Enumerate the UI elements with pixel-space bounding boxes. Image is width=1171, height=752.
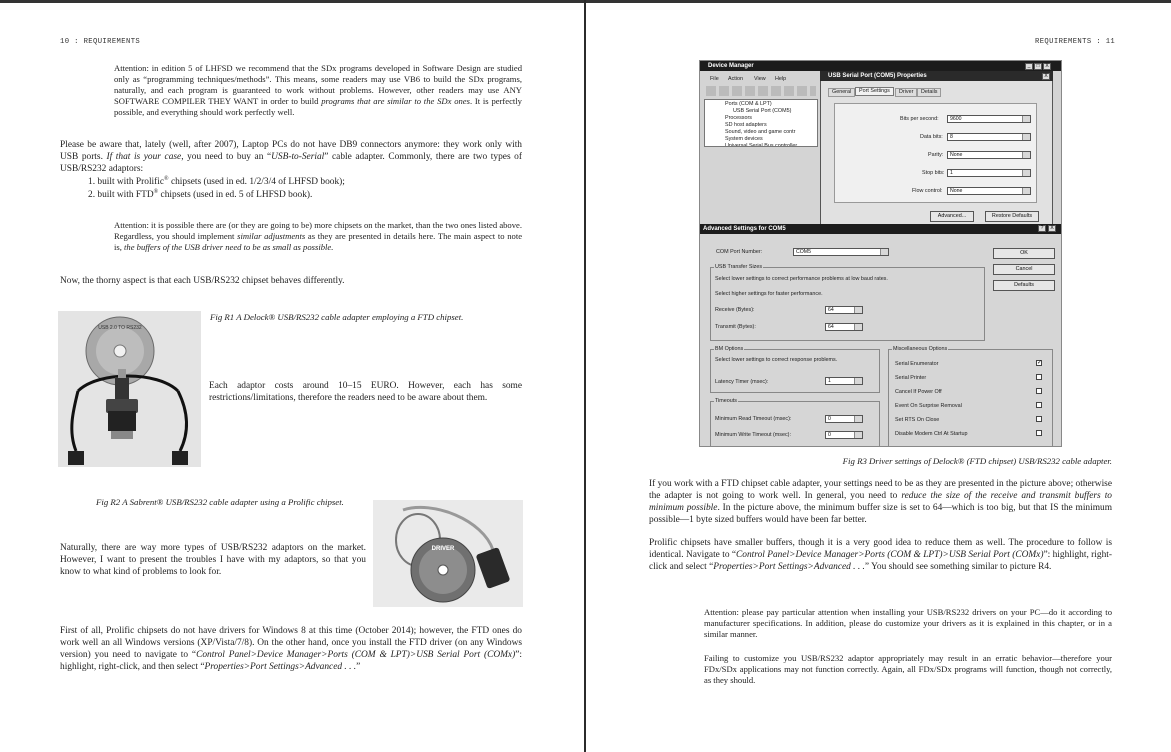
disc-label-r2: DRIVER xyxy=(431,546,455,552)
defaults-button[interactable]: Defaults xyxy=(993,280,1055,291)
properties-close-icon[interactable]: X xyxy=(1042,73,1050,80)
tree-item-processors[interactable]: Processors xyxy=(725,115,752,121)
timeouts-title: Timeouts xyxy=(715,398,737,404)
ok-button[interactable]: OK xyxy=(993,248,1055,259)
tree-item-usb-serial[interactable]: USB Serial Port (COM5) xyxy=(733,108,792,114)
misc-cancel-power-off-checkbox[interactable] xyxy=(1036,388,1042,394)
receive-label: Receive (Bytes): xyxy=(715,307,755,313)
list-item: 1. built with Prolific® chipsets (used in ed. 1/2/3/4 of LHFSD book); xyxy=(88,175,345,187)
usb-transfer-hint-low: Select lower settings to correct performance problems at low baud rates. xyxy=(715,276,888,282)
tree-item-usb-controllers[interactable]: Universal Serial Bus controller xyxy=(725,143,798,147)
minimize-icon[interactable]: _ xyxy=(1025,63,1033,70)
misc-set-rts-checkbox[interactable] xyxy=(1036,416,1042,422)
advanced-button[interactable]: Advanced... xyxy=(930,211,974,222)
write-timeout-label: Minimum Write Timeout (msec): xyxy=(715,432,791,438)
bits-per-second-label: Bits per second: xyxy=(900,116,939,122)
misc-event-surprise-label: Event On Surprise Removal xyxy=(895,403,962,409)
flow-control-select[interactable]: None xyxy=(947,187,1031,195)
help-icon[interactable]: ? xyxy=(1038,225,1046,232)
com-port-label: COM Port Number: xyxy=(716,249,763,255)
tab-details[interactable]: Details xyxy=(917,88,941,97)
transmit-label: Transmit (Bytes): xyxy=(715,324,756,330)
misc-serial-printer-checkbox[interactable] xyxy=(1036,374,1042,380)
paragraph-laptop-usb: Please be aware that, lately (well, after 2007), Laptop PCs do not have DB9 connectors anymore: they work only with USB ports. If that is your case, you need to buy an “USB-to-Serial” cable adapter. Commonly, there are two types of USB/RS232 adaptors: 1. built with Prolific® chipsets (used in ed. 1/2/3/4 of LHFSD book); 2. built with FTD® chipsets (used in ed. 5 of LHFSD book). xyxy=(60,140,522,200)
tab-general[interactable]: General xyxy=(828,88,855,97)
menu-action[interactable]: Action xyxy=(728,76,743,82)
misc-cancel-power-off-label: Cancel If Power Off xyxy=(895,389,942,395)
figure-r1-photo xyxy=(58,311,201,467)
usb-transfer-title: USB Transfer Sizes xyxy=(715,264,763,270)
misc-set-rts-label: Set RTS On Close xyxy=(895,417,940,423)
properties-titlebar: USB Serial Port (COM5) Properties xyxy=(820,71,1053,81)
misc-serial-enumerator-checkbox[interactable]: ✓ xyxy=(1037,360,1043,366)
figure-r3-caption: Fig R3 Driver settings of Delock® (FTD chipset) USB/RS232 cable adapter. xyxy=(842,456,1112,466)
chipset-list xyxy=(88,176,522,202)
menu-view[interactable]: View xyxy=(754,76,766,82)
restore-defaults-button[interactable]: Restore Defaults xyxy=(985,211,1039,222)
latency-label: Latency Timer (msec): xyxy=(715,379,769,385)
misc-options-title: Miscellaneous Options xyxy=(893,346,948,352)
paragraph-variety: Naturally, there are way more types of USB/RS232 adaptors on the market. However, I want to present the troubles I have with my adaptors, so that you know to what kind of problems to look for. xyxy=(60,543,366,577)
parity-select[interactable]: None xyxy=(947,151,1031,159)
com-port-select[interactable]: COM5 xyxy=(793,248,889,256)
attention-note-install: Attention: please pay particular attention when installing your USB/RS232 drivers on your PC—do it according to manufacturer specifications. In addition, please do customize your drivers as it is explained in this chapter, or in a similar manner. xyxy=(704,607,1112,639)
running-head-right: REQUIREMENTS : 11 xyxy=(1035,38,1116,46)
transmit-select[interactable]: 64 xyxy=(825,323,863,331)
bm-options-hint: Select lower settings to correct response problems. xyxy=(715,357,838,363)
data-bits-label: Data bits: xyxy=(920,134,943,140)
device-tree xyxy=(704,99,818,147)
advanced-titlebar: Advanced Settings for COM5 xyxy=(700,224,1062,234)
parity-label: Parity: xyxy=(928,152,944,158)
driver-settings-screenshot xyxy=(699,60,1062,447)
tree-item-sound[interactable]: Sound, video and game contr xyxy=(725,129,796,135)
tab-port-settings[interactable]: Port Settings xyxy=(855,87,894,96)
tab-driver[interactable]: Driver xyxy=(895,88,917,97)
paragraph-prolific-drivers: First of all, Prolific chipsets do not have drivers for Windows 8 at this time (October 2014); however, the FTD ones do work well an all Windows versions (XP/Vista/7/8). On the other hand, once you install the FTD driver (on any Windows version) you need to navigate to “Control Panel>Device Manager>Ports (COM & LPT)>USB Serial Port (COMx)”: highlight, right-click, and then select “Properties>Port Settings>Advanced . . .” xyxy=(60,626,522,672)
running-head-left: 10 : REQUIREMENTS xyxy=(60,38,141,46)
tree-item-system[interactable]: System devices xyxy=(725,136,763,142)
cancel-button[interactable]: Cancel xyxy=(993,264,1055,275)
list-item: 2. built with FTD® chipsets (used in ed. 5 of LHFSD book). xyxy=(88,188,313,200)
tree-item-ports[interactable]: Ports (COM & LPT) xyxy=(725,101,772,107)
timeouts-group xyxy=(710,401,880,447)
write-timeout-select[interactable]: 0 xyxy=(825,431,863,439)
usb-transfer-hint-high: Select higher settings for faster performance. xyxy=(715,291,823,297)
close-icon[interactable]: X xyxy=(1043,63,1051,70)
misc-event-surprise-checkbox[interactable] xyxy=(1036,402,1042,408)
figure-r2-photo xyxy=(373,500,523,607)
figure-r1-caption: Fig R1 A Delock® USB/RS232 cable adapter employing a FTD chipset. xyxy=(210,312,464,322)
attention-note-sdx: Attention: in edition 5 of LHFSD we recommend that the SDx programs developed in Software Design are studied only as “programming techniques/methods”. This means, some readers may use VB6 to build the SDx programs, naturally, and each program is guaranteed to work without problems. However, other readers may use ANY SOFTWARE COMPILER THEY WANT in order to build programs that are similar to the SDx ones. It is perfectly possible, and everything should work perfectly well. xyxy=(114,63,522,117)
delock-adapter-illustration xyxy=(58,311,201,467)
bits-per-second-select[interactable]: 9600 xyxy=(947,115,1031,123)
sabrent-adapter-illustration xyxy=(373,500,523,607)
disc-label-r1: USB 2.0 TO RS232 xyxy=(98,325,142,331)
menu-file[interactable]: File xyxy=(710,76,719,82)
misc-serial-printer-label: Serial Printer xyxy=(895,375,927,381)
stop-bits-label: Stop bits: xyxy=(922,170,945,176)
left-page xyxy=(0,0,584,752)
attention-note-customize: Failing to customize you USB/RS232 adaptor appropriately may result in an erratic behavior—therefore your FDx/SDx applications may not function correctly. Again, all FDx/SDx programs will function, though not correctly, as they should. xyxy=(704,653,1112,685)
bm-options-group xyxy=(710,349,880,393)
device-manager-titlebar: Device Manager xyxy=(700,61,1062,71)
paragraph-thorny: Now, the thorny aspect is that each USB/RS232 chipset behaves differently. xyxy=(60,276,345,286)
right-page xyxy=(586,0,1171,752)
bm-options-title: BM Options xyxy=(715,346,744,352)
stop-bits-select[interactable]: 1 xyxy=(947,169,1031,177)
misc-serial-enumerator-label: Serial Enumerator xyxy=(895,361,939,367)
data-bits-select[interactable]: 8 xyxy=(947,133,1031,141)
flow-control-label: Flow control: xyxy=(912,188,943,194)
latency-select[interactable]: 1 xyxy=(825,377,863,385)
read-timeout-label: Minimum Read Timeout (msec): xyxy=(715,416,792,422)
misc-disable-modem-checkbox[interactable] xyxy=(1036,430,1042,436)
paragraph-prolific-buffers: Prolific chipsets have smaller buffers, though it is a very good idea to reduce them as well. The procedure to follow is identical. Navigate to “Control Panel>Device Manager>Ports (COM & LPT)>USB Serial Port (COMx)”: highlight, right-click and select “Properties>Port Settings>Advanced . . .” You should see something similar to picture R4. xyxy=(649,538,1112,572)
misc-disable-modem-label: Disable Modem Ctrl At Startup xyxy=(895,431,968,437)
menu-help[interactable]: Help xyxy=(775,76,787,82)
figure-r2-caption: Fig R2 A Sabrent® USB/RS232 cable adapter using a Prolific chipset. xyxy=(96,497,344,507)
paragraph-ftd-settings: If you work with a FTD chipset cable adapter, your settings need to be as they are presented in the picture above; otherwise the adapter is not going to work well. In general, you need to reduce the size of the receive and transmit buffers to minimum possible. In the picture above, the minimum buffer size is set to 64—which is too big, but that IS the minimum possible—1 byte sized buffers would have been far better. xyxy=(649,479,1112,525)
advanced-close-icon[interactable]: X xyxy=(1048,225,1056,232)
paragraph-cost: Each adaptor costs around 10–15 EURO. However, each has some restrictions/limitations, therefore the readers need to be aware about them. xyxy=(209,381,522,403)
tree-item-sd-host[interactable]: SD host adapters xyxy=(725,122,767,128)
read-timeout-select[interactable]: 0 xyxy=(825,415,863,423)
toolbar-icons[interactable] xyxy=(706,86,816,96)
attention-note-chipsets: Attention: it is possible there are (or they are going to be) more chipsets on the market, than the two ones listed above. Regardless, you should implement similar adjustments as they are presented in details here. The main aspect to note is, the buffers of the USB driver need to be as small as possible. xyxy=(114,220,523,252)
maximize-icon[interactable]: □ xyxy=(1034,63,1042,70)
receive-select[interactable]: 64 xyxy=(825,306,863,314)
